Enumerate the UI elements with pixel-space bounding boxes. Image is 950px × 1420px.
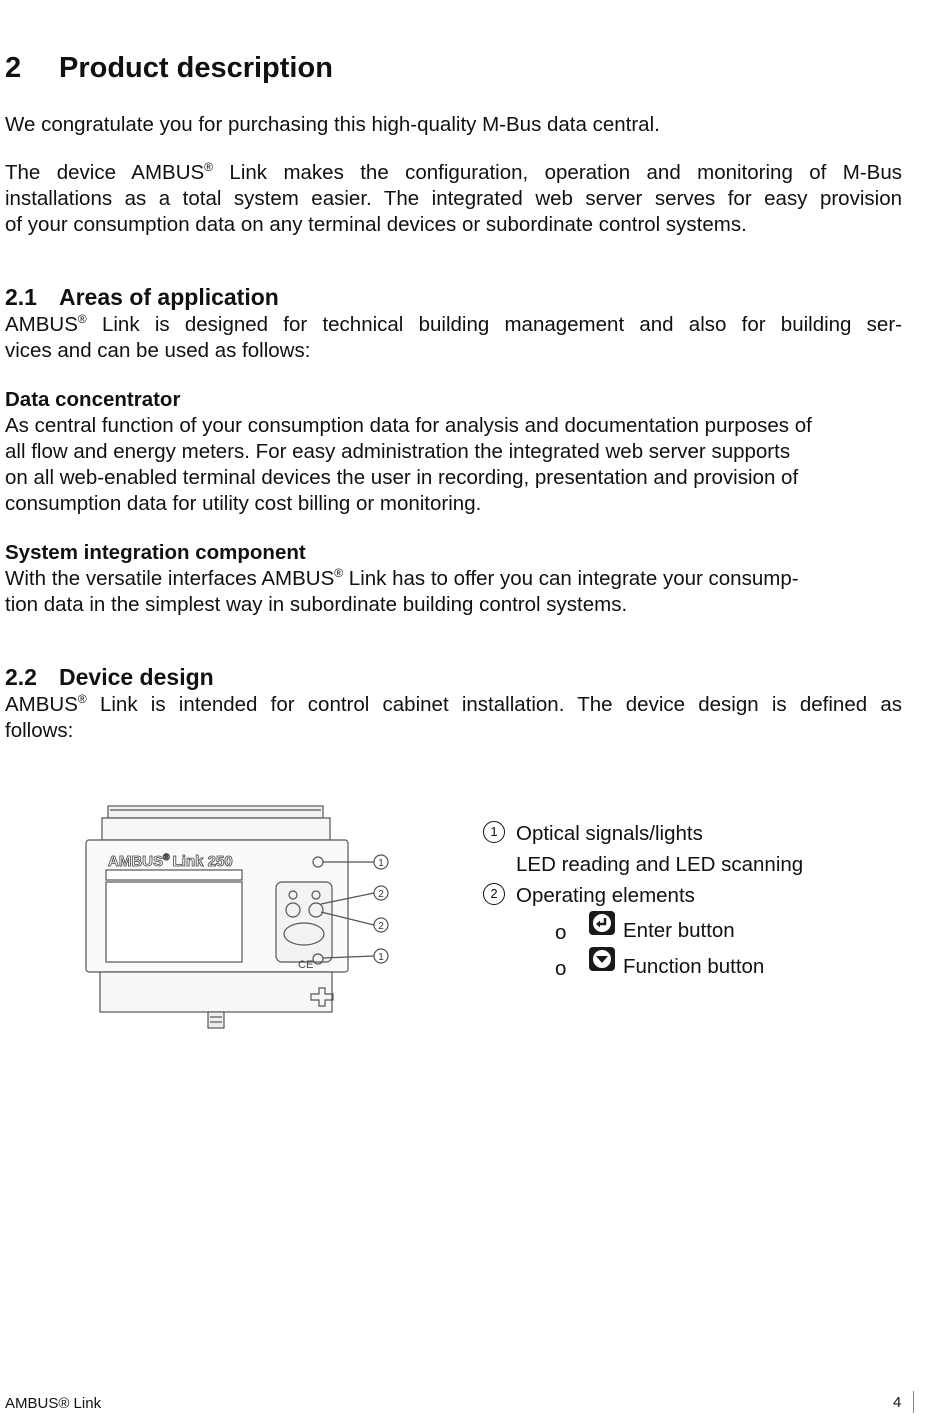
svg-text:CE: CE xyxy=(298,959,314,971)
subsection-heading-2-1: 2.1 Areas of application xyxy=(5,284,279,310)
svg-text:AMBUS®Link 250: AMBUS® Link 250 xyxy=(108,852,233,870)
callout-2a: 2 xyxy=(378,889,384,900)
legend-marker-1: 1 xyxy=(483,821,505,843)
bullet: o xyxy=(555,957,567,980)
subsection-heading-2-2: 2.2 Device design xyxy=(5,664,214,690)
device-brand: AMBUS xyxy=(108,853,163,870)
page-number: 4 xyxy=(893,1394,902,1411)
device-illustration xyxy=(80,798,400,1038)
section-heading xyxy=(5,52,333,85)
function-button-label: Function button xyxy=(623,955,765,978)
callout-2b: 2 xyxy=(378,921,384,932)
enter-arrow-icon xyxy=(589,911,615,935)
enter-button-label: Enter button xyxy=(623,919,735,942)
section-number: 2 xyxy=(5,52,22,84)
data-concentrator-block: Data concentrator As central function of your consumption data for analysis and documentation purposes of all flow and energy meters. For easy administration the integrated web server supports on all web-enabled terminal devices the user in recording, presentation and provision of consumption data for utility cost billing or monitoring. xyxy=(5,387,902,517)
legend-item-optical-detail: LED reading and LED scanning xyxy=(516,853,804,876)
system-integration-block: System integration component With the versatile interfaces AMBUS® Link has to offer you can integrate your consump- tion data in the simplest way in subordinate building control systems. xyxy=(5,540,902,618)
footer-divider xyxy=(913,1391,914,1413)
section-title: Product description xyxy=(59,52,333,84)
footer-product-name: AMBUS® Link xyxy=(5,1395,102,1412)
data-concentrator-title: Data concentrator xyxy=(5,388,181,411)
intro-paragraph-2: The device AMBUS® Link makes the configuration, operation and monitoring of M-Bus installations as a total system easier. The integrated web server serves for easy provision of your consumption data on any terminal devices or subordinate control systems. xyxy=(5,160,902,236)
device-design-paragraph: AMBUS® Link is intended for control cabinet installation. The device design is defined as follows: xyxy=(5,692,902,742)
callout-1b: 1 xyxy=(378,952,384,963)
areas-paragraph: AMBUS® Link is designed for technical building management and also for building ser- vices and can be used as follows: xyxy=(5,312,902,362)
down-triangle-icon xyxy=(589,947,615,971)
bullet: o xyxy=(555,921,567,944)
system-integration-title: System integration component xyxy=(5,541,306,564)
intro-paragraph-1: We congratulate you for purchasing this high-quality M-Bus data central. xyxy=(5,113,660,136)
callout-1a: 1 xyxy=(378,858,384,869)
legend-marker-2: 2 xyxy=(483,883,505,905)
